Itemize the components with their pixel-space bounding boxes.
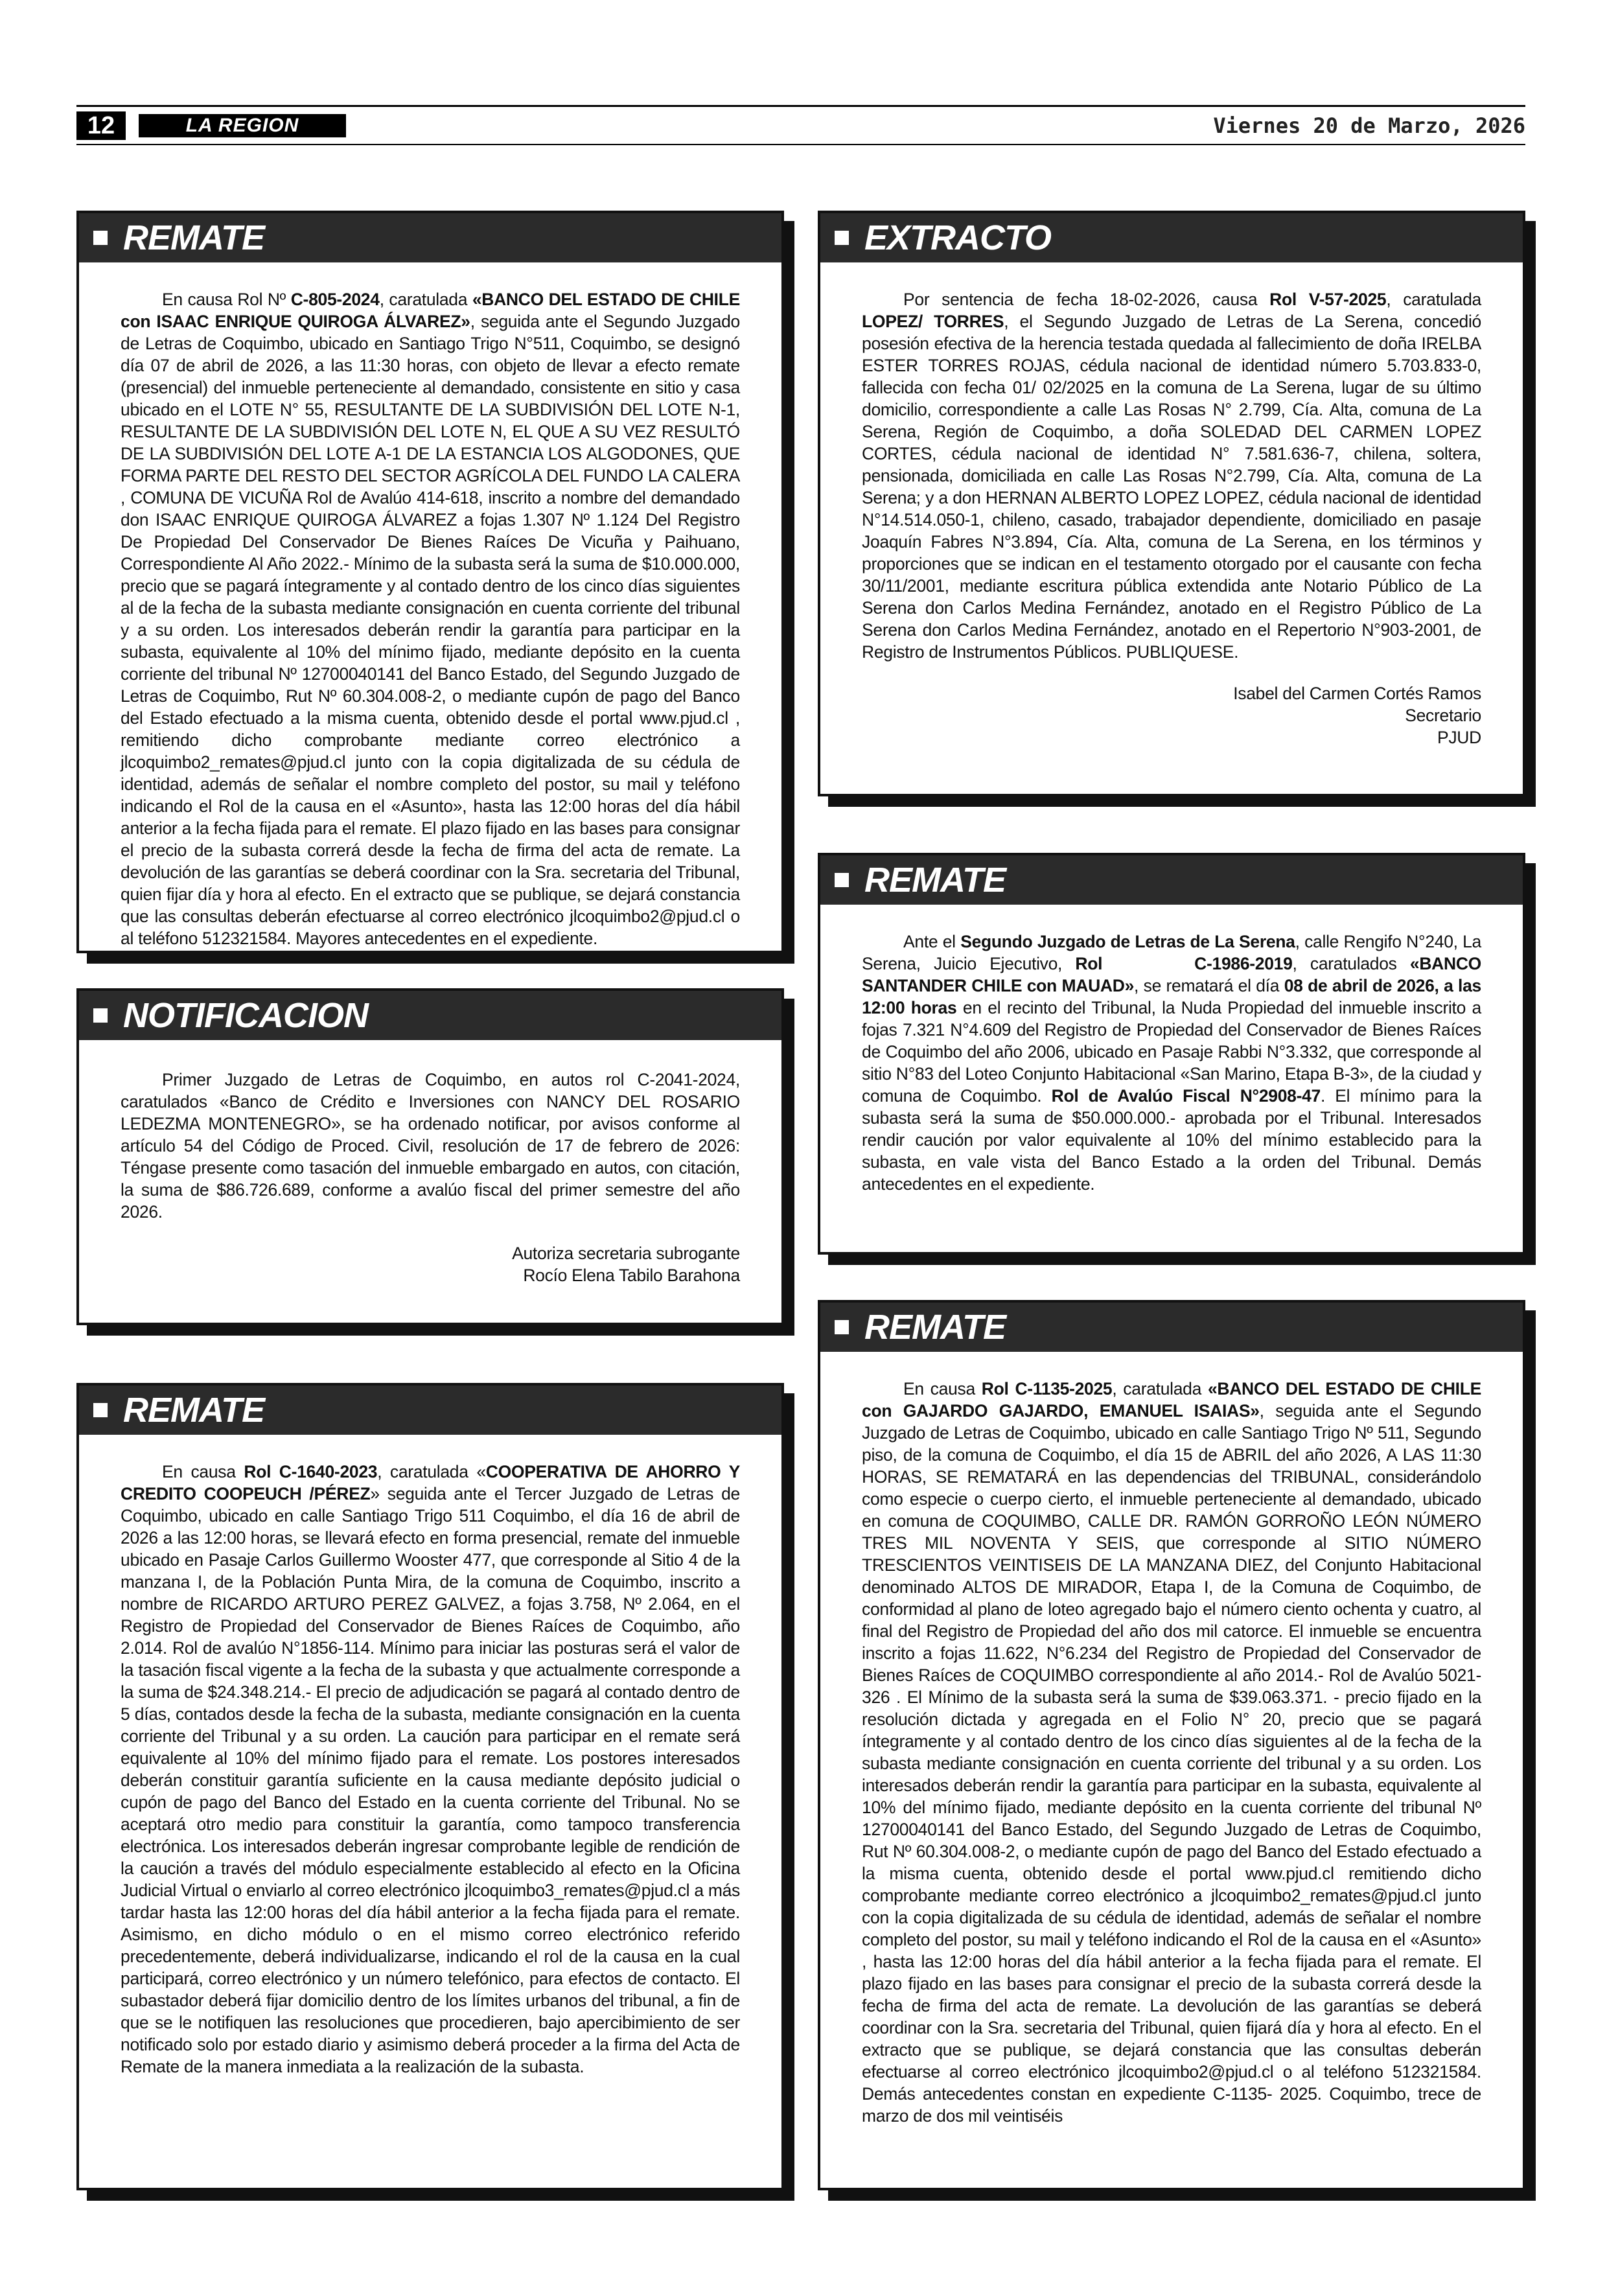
notice-title: EXTRACTO (864, 218, 1052, 257)
notice-title-bar (820, 855, 1523, 905)
notice-remate-c1986 (818, 853, 1525, 1255)
page-header (76, 111, 1525, 143)
text-run: , caratulada (379, 290, 472, 309)
text-run: , seguida ante el Segundo Juzgado de Letras de Coquimbo, ubicado en calle Santiago Trigo Nº 511, Segundo piso, de la comuna de Coquimbo, el día 15 de ABRIL del año 2026, A LAS 11:30 HORAS, SE REMATARÁ en las dependencias del TRIBUNAL, considerándolo como especie o cuerpo cierto, el inmueble perteneciente al demandado, ubicado en comuna de COQUIMBO, CALLE DR. RAMÓN GORROÑO LEÓN NÚMERO TRES MIL NOVENTA Y SEIS, que corresponde al SITIO NÚMERO TRESCIENTOS VEINTISEIS DE LA MANZANA DIEZ, del Conjunto Habitacional denominado ALTOS DE MIRADOR, Etapa I, de la Comuna de Coquimbo, de conformidad al plano de loteo agregado bajo el número ciento ochenta y cuatro, al final del Registro de Propiedad del año dos mil catorce. El inmueble se encuentra inscrito a fojas 11.622, N°6.234 del Registro de Propiedad del Conservador de Bienes Raíces de COQUIMBO correspondiente al año 2014.- Rol de Avalúo 5021-326 . El Mínimo de la subasta será la suma de $39.063.371. - precio fijado en la resolución dictada y agregada en el Folio N° 20, precio que se pagará íntegramente y al contado dentro de los cinco días siguientes al de la fecha de la subasta mediante consignación en cuenta corriente del tribunal y a su orden. Los interesados deberán rendir la garantía para participar en la subasta, equivalente al 10% del mínimo fijado, mediante depósito en la cuenta corriente del tribunal Nº 12700040141 del Banco Estado, del Segundo Juzgado de Letras de Coquimbo, Rut Nº 60.304.008-2, o mediante cupón de pago del Banco del Estado efectuado a la misma cuenta, obtenido desde el portal www.pjud.cl remitiendo dicho comprobante mediante correo electrónico a jlcoquimbo2_remates@pjud.cl junto con la copia digitalizada de su cédula de identidad, además de señalar el nombre completo del postor, su mail y teléfono indicando el Rol de la causa en el «Asunto» , hasta las 12:00 horas del día hábil anterior a la fecha fijada para el remate. El plazo fijado en las bases para consignar el precio de la subasta correrá desde la fecha de firma del acta de remate. La devolución de las garantías se deberá coordinar con la Sra. secretaria del Tribunal, quien fijará día y hora al efecto. En el extracto que se publique, se dejará constancia que las consultas deberán efectuarse al correo electrónico jlcoquimbo2@pjud.cl o al teléfono 512321584. Demás antecedentes constan en expediente C-1135- 2025. Coquimbo, trece de marzo de dos mil veintiséis (862, 1401, 1481, 2126)
signature-block (862, 682, 1481, 748)
case-rol: C-805-2024 (290, 290, 380, 309)
text-run: , se rematará el día (1134, 976, 1284, 995)
signature-line: Autoriza secretaria subrogante (512, 1244, 740, 1263)
notice-remate-c805 (76, 211, 784, 953)
notice-title: REMATE (123, 1391, 264, 1430)
bullet-square-icon (835, 231, 849, 245)
notice-title: REMATE (864, 1308, 1006, 1347)
notice-title-bar (820, 1303, 1523, 1352)
notice-paragraph (862, 1378, 1481, 2127)
notice-body (79, 1435, 781, 2078)
case-caption: «BANCO DEL ESTADO DE CHILE con ISAAC ENRIQUE QUIROGA ÁLVAREZ» (121, 290, 741, 331)
newspaper-logo: LA REGION (139, 114, 346, 137)
notice-body (820, 905, 1523, 1195)
case-caption: «BANCO DEL ESTADO DE CHILE con GAJARDO GAJARDO, EMANUEL ISAIAS» (862, 1379, 1482, 1421)
notice-body (820, 262, 1523, 748)
notice-title: NOTIFICACION (123, 996, 368, 1035)
signature-line: Rocío Elena Tabilo Barahona (523, 1266, 740, 1285)
bullet-square-icon (835, 1320, 849, 1334)
bullet-square-icon (835, 873, 849, 887)
case-caption: LOPEZ/ TORRES (862, 312, 1004, 331)
notice-body (820, 1352, 1523, 2127)
notice-title-bar (79, 991, 781, 1040)
notice-title-bar (79, 213, 781, 262)
text-run: . El mínimo para la subasta será la suma de $50.000.000.- aprobada por el Tribunal. Interesados rendir caución por valor equivalente al 10% del mínimo establecido para la subasta, en vale vista del Banco Estado a la orden del Tribunal. Demás antecedentes en el expediente. (862, 1086, 1482, 1194)
text-run: » seguida ante el Tercer Juzgado de Letras de Coquimbo, ubicado en calle Santiago Trigo 511 Coquimbo, el día 16 de abril de 2026 a las 12:00 horas, se llevará efecto en forma presencial, remate del inmueble ubicado en Pasaje Carlos Guillermo Wooster 477, que corresponde al Sitio 4 de la manzana I, de la Población Punta Mira, de la comuna de Coquimbo, inscrito a nombre de RICARDO ARTURO PEREZ GALVEZ, a fojas 3.758, Nº 2.064, en el Registro de Propiedad del Conservador de Bienes Raíces de Coquimbo, año 2.014. Rol de avalúo N°1856-114. Mínimo para iniciar las posturas será el valor de la tasación fiscal vigente a la fecha de la subasta y que actualmente corresponde a la suma de $24.348.214.- El precio de adjudicación se pagará al contado dentro de 5 días, contados desde la fecha de la subasta, mediante consignación en la cuenta corriente del Tribunal y a su orden. La caución para participar en el remate será equivalente al 10% del mínimo fijado para el remate. Los postores interesados deberán constituir garantía suficiente en la causa mediante depósito judicial o cupón de pago del Banco del Estado en la cuenta corriente del Tribunal. No se aceptará otro medio para constituir la garantía, como tampoco transferencia electrónica. Los interesados deberán ingresar comprobante legible de rendición de la caución a través del módulo especialmente establecido al efecto en la Oficina Judicial Virtual o enviarlo al correo electrónico jlcoquimbo3_remates@pjud.cl a más tardar hasta las 12:00 horas del día hábil anterior a la fecha fijada para el remate. Asimismo, en dicho módulo o en el mismo correo electrónico referido precedentemente, deberá individualizarse, indicando el rol de la causa en la cual participará, correo electrónico y un número telefónico, para efectos de contacto. El subastador deberá fijar domicilio dentro de los límites urbanos del tribunal, a fin de que se le notifiquen las resoluciones que procedieren, bajo apercibimiento de ser notificado solo por estado diario y asimismo deberá proceder a la firma del Acta de Remate de la manera inmediata a la realización de la subasta. (121, 1484, 740, 2076)
notice-body (79, 262, 781, 949)
notice-title-bar (820, 213, 1523, 262)
case-rol: Rol C-1986-2019 (1075, 954, 1293, 973)
issue-date: Viernes 20 de Marzo, 2026 (1213, 113, 1525, 138)
text-run: , caratulados (1292, 954, 1410, 973)
notice-title: REMATE (123, 218, 264, 257)
case-rol: Rol V-57-2025 (1269, 290, 1387, 309)
text-run: En causa (903, 1379, 982, 1398)
case-caption: COOPERATIVA DE AHORRO Y CREDITO COOPEUCH /PÉREZ (121, 1462, 740, 1503)
signature-line: Isabel del Carmen Cortés Ramos (1233, 684, 1481, 703)
text-run: En causa (162, 1462, 244, 1481)
text-run: , seguida ante el Segundo Juzgado de Letras de Coquimbo, ubicado en Santiago Trigo N°511, Coquimbo, se designó día 07 de abril de 2026, a las 11:30 horas, con objeto de llevar a efecto remate (presencial) del inmueble perteneciente al demandado, consistente en sitio y casa ubicado en el LOTE N° 55, RESULTANTE DE LA SUBDIVISIÓN DEL LOTE N-1, RESULTANTE DE LA SUBDIVISIÓN DEL LOTE N, EL QUE A SU VEZ RESULTÓ DE LA SUBDIVISIÓN DEL LOTE A-1 DE LA ESTANCIA LOS ALGODONES, QUE FORMA PARTE DEL RESTO DEL SECTOR AGRÍCOLA DEL FUNDO LA CALERA , COMUNA DE VICUÑA Rol de Avalúo 414-618, inscrito a nombre del demandado don ISAAC ENRIQUE QUIROGA ÁLVAREZ a fojas 1.307 Nº 1.124 Del Registro De Propiedad Del Conservador De Bienes Raíces De Vicuña y Paihuano, Correspondiente Al Año 2022.- Mínimo de la subasta será la suma de $10.000.000, precio que se pagará íntegramente y al contado dentro de los cinco días siguientes al de la fecha de la subasta mediante consignación en cuenta corriente del tribunal y a su orden. Los interesados deberán rendir la garantía para participar en la subasta, equivalente al 10% del mínimo fijado, mediante depósito en la cuenta corriente del tribunal Nº 12700040141 del Banco Estado, del Segundo Juzgado de Letras de Coquimbo, Rut Nº 60.304.008-2, o mediante cupón de pago del Banco del Estado efectuado a la misma cuenta, obtenido desde el portal www.pjud.cl , remitiendo dicho comprobante mediante correo electrónico a jlcoquimbo2_remates@pjud.cl junto con la copia digitalizada de su cédula de identidad, además de señalar el nombre completo del postor, su mail y teléfono indicando el Rol de la causa en el «Asunto», hasta las 12:00 horas del día hábil anterior a la fecha fijada para el remate. El plazo fijado en las bases para consignar el precio de la subasta correrá desde la fecha de firma del acta de remate. La devolución de las garantías se deberá coordinar con la Sra. secretaria del Tribunal, quien fijar día y hora al efecto. En el extracto que se publique, se dejará constancia que las consultas deberán efectuarse al correo electrónico jlcoquimbo2@pjud.cl o al teléfono 512321584. Mayores antecedentes en el expediente. (121, 312, 740, 948)
appraisal-rol: Rol de Avalúo Fiscal N°2908-47 (1051, 1086, 1321, 1106)
text-run: Ante el (903, 932, 961, 951)
text-run: , caratulada « (377, 1462, 486, 1481)
notice-title: REMATE (864, 861, 1006, 899)
notice-paragraph (121, 288, 740, 949)
notice-remate-c1135 (818, 1300, 1525, 2190)
text-run: , calle Rengifo N°240, La Serena, Juicio Ejecutivo, (862, 932, 1481, 973)
notice-extracto (818, 211, 1525, 796)
notice-body (79, 1040, 781, 1286)
notice-paragraph (862, 288, 1481, 663)
auction-date: 08 de abril de 2026, a las 12:00 horas (862, 976, 1481, 1017)
bullet-square-icon (93, 1008, 108, 1023)
signature-line: PJUD (1437, 728, 1481, 747)
text-run: En causa Rol Nº (162, 290, 291, 309)
header-top-rule (76, 105, 1525, 107)
notice-title-bar (79, 1386, 781, 1435)
court-name: Segundo Juzgado de Letras de La Serena (960, 932, 1295, 951)
bullet-square-icon (93, 1403, 108, 1417)
case-caption: «BANCO SANTANDER CHILE con MAUAD» (862, 954, 1481, 995)
case-rol: Rol C-1135-2025 (981, 1379, 1113, 1398)
notice-notificacion (76, 988, 784, 1325)
signature-line: Secretario (1405, 706, 1481, 725)
text-run: Por sentencia de fecha 18-02-2026, causa (903, 290, 1270, 309)
notice-paragraph: Primer Juzgado de Letras de Coquimbo, en autos rol C-2041-2024, caratulados «Banco de Crédito e Inversiones con NANCY DEL ROSARIO LEDEZMA MONTENEGRO», se ha ordenado notificar, por avisos conforme al artículo 54 del Código de Proced. Civil, resolución de 17 de febrero de 2026: Téngase presente como tasación del inmueble embargado en autos, con citación, la suma de $86.726.689, conforme a avalúo fiscal del primer semestre del año 2026. (121, 1070, 740, 1222)
text-run: , caratulada (1386, 290, 1481, 309)
page-number: 12 (76, 111, 126, 140)
notice-paragraph (121, 1461, 740, 2078)
header-bottom-rule (76, 144, 1525, 145)
notice-paragraph (862, 931, 1481, 1195)
text-run: en el recinto del Tribunal, la Nuda Propiedad del inmueble inscrito a fojas 7.321 N°4.609 del Registro de Propiedad del Conservador de Bienes Raíces de Coquimbo del año 2006, ubicado en Pasaje Rabbi N°3.332, que corresponde al sitio N°83 del Loteo Conjunto Habitacional «San Marino, Etapa B-3», de la ciudad y comuna de Coquimbo. (862, 998, 1481, 1106)
text-run: , el Segundo Juzgado de Letras de La Serena, concedió posesión efectiva de la herencia testada quedada al fallecimiento de doña IRELBA ESTER TORRES ROJAS, cédula nacional de identidad número 5.703.833-0, fallecida con fecha 01/ 02/2025 en la comuna de La Serena, lugar de su último domicilio, correspondiente a calle Las Rosas N° 2.799, Cía. Alta, comuna de La Serena, Región de Coquimbo, a doña SOLEDAD DEL CARMEN LOPEZ CORTES, cédula nacional de identidad N° 7.581.636-7, chilena, soltera, pensionada, domiciliada en calle Las Rosas N°2.799, Cía. Alta, comuna de La Serena; y a don HERNAN ALBERTO LOPEZ LOPEZ, cédula nacional de identidad N°14.514.050-1, chileno, casado, trabajador dependiente, domiciliado en pasaje Joaquín Fabres N°3.894, Cía. Alta, comuna de La Serena, en los términos y proporciones que se indican en el testamento otorgado por el causante con fecha 30/11/2001, mediante escritura pública extendida ante Notario Público de La Serena don Carlos Medina Fernández, anotado en el Registro Público de La Serena don Carlos Medina Fernández, anotado en el Repertorio N°903-2001, de Registro de Instrumentos Públicos. PUBLIQUESE. (862, 312, 1481, 662)
bullet-square-icon (93, 231, 108, 245)
signature-block (121, 1242, 740, 1286)
case-rol: Rol C-1640-2023 (244, 1462, 378, 1481)
notice-remate-c1640 (76, 1383, 784, 2190)
text-run: , caratulada (1112, 1379, 1208, 1398)
